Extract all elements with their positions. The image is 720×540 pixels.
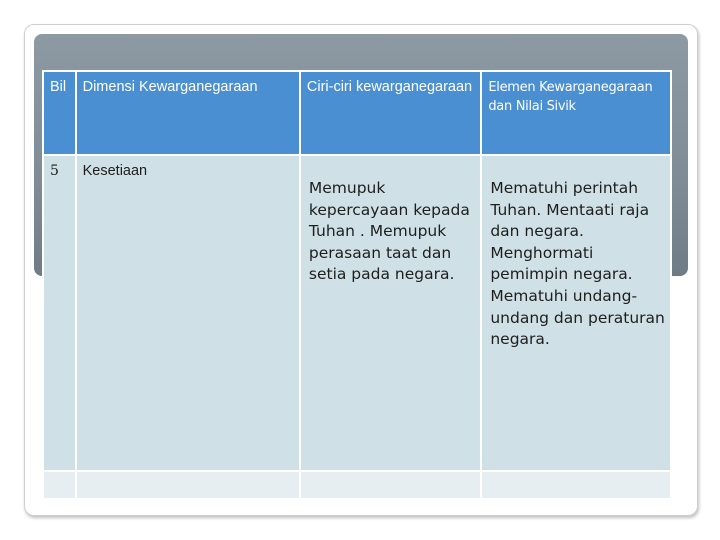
- table-row: [43, 155, 671, 471]
- cell-ciri: [300, 155, 481, 471]
- empty-cell: [76, 471, 300, 499]
- table-header-row: [43, 71, 671, 155]
- row-dimensi-value: Kesetiaan: [82, 163, 148, 179]
- row-ciri-value: Memupuk kepercayaan kepada Tuhan . Memupuk perasaan taat dan setia pada negara.: [308, 179, 470, 284]
- kewarganegaraan-table: [42, 70, 672, 500]
- header-elemen-label: Elemen Kewarganegaraan dan Nilai Sivik: [488, 80, 653, 114]
- empty-cell: [300, 471, 481, 499]
- cell-bil: [43, 155, 76, 471]
- header-bil: [43, 71, 76, 155]
- cell-elemen: [481, 155, 671, 471]
- table-empty-row: [43, 471, 671, 499]
- header-dimensi: [76, 71, 300, 155]
- row-elemen-value: Mematuhi perintah Tuhan. Mentaati raja dan negara. Menghormati pemimpin negara. Mematuhi undang-undang dan peraturan negara.: [490, 179, 665, 349]
- header-ciri-label: Ciri-ciri kewarganegaraan: [306, 79, 473, 95]
- header-bil-label: Bil: [50, 79, 67, 95]
- empty-cell: [481, 471, 671, 499]
- header-elemen: [481, 71, 671, 155]
- cell-dimensi: [76, 155, 300, 471]
- header-dimensi-label: Dimensi Kewarganegaraan: [82, 79, 258, 95]
- empty-cell: [43, 471, 76, 499]
- header-ciri: [300, 71, 481, 155]
- row-bil-value: 5: [50, 163, 59, 179]
